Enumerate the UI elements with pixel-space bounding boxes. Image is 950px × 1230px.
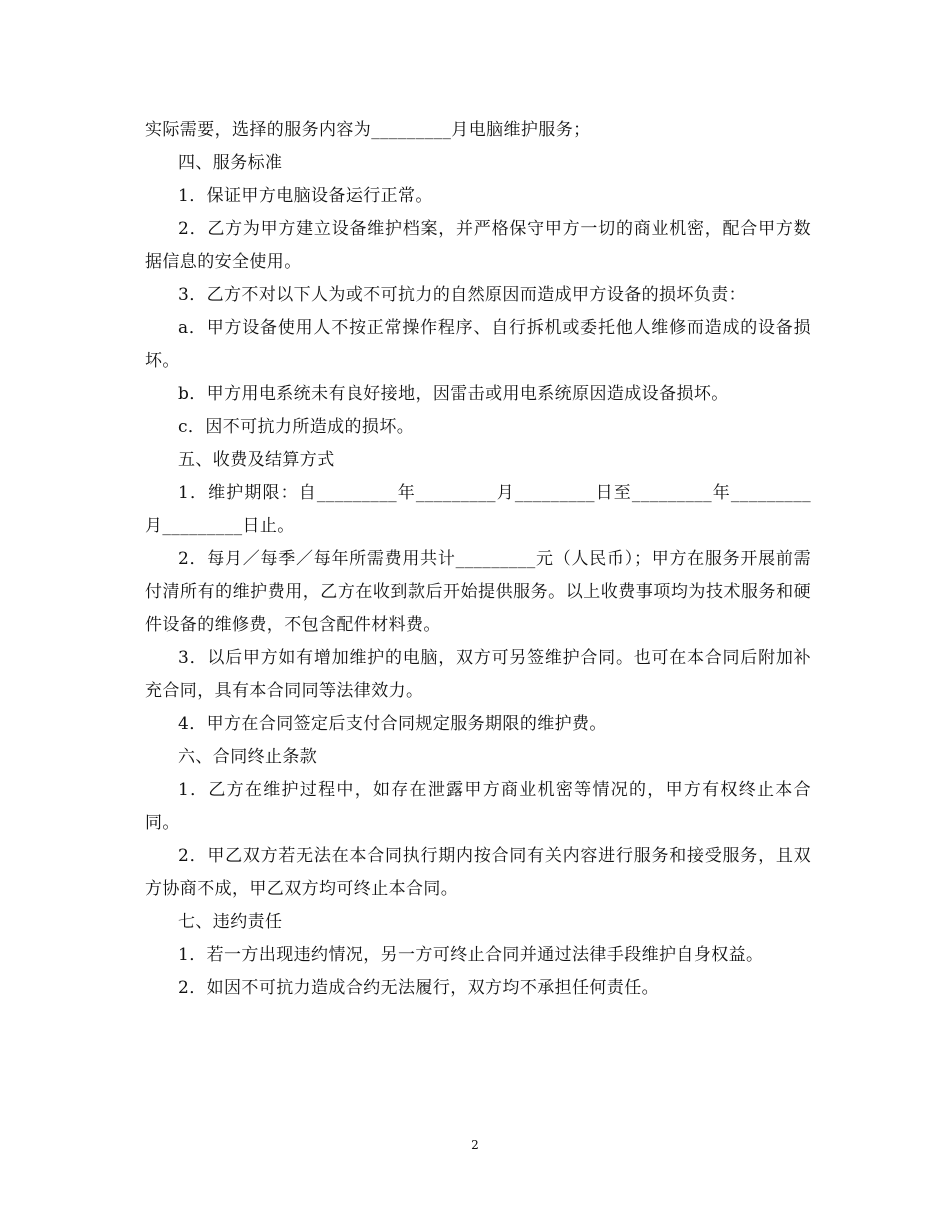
paragraph: 2．乙方为甲方建立设备维护档案，并严格保守甲方一切的商业机密，配合甲方数据信息的安全使用。 — [145, 219, 811, 272]
section-heading: 四、服务标准 — [178, 153, 283, 173]
section-heading: 六、合同终止条款 — [178, 747, 318, 767]
section-heading: 五、收费及结算方式 — [178, 450, 335, 470]
section-heading: 七、违约责任 — [178, 912, 283, 932]
paragraph: a．甲方设备使用人不按正常操作程序、自行拆机或委托他人维修而造成的设备损坏。 — [145, 318, 811, 371]
paragraph: 1．维护期限：自_________年_________月_________日至_________年_________月_________日止。 — [145, 483, 811, 536]
page-number: 2 — [471, 1138, 479, 1152]
paragraph: 2．甲乙双方若无法在本合同执行期内按合同有关内容进行服务和接受服务，且双方协商不成，甲乙双方均可终止本合同。 — [145, 846, 811, 899]
paragraph: b．甲方用电系统未有良好接地，因雷击或用电系统原因造成设备损坏。 — [178, 384, 729, 404]
document-body — [145, 114, 811, 1005]
paragraph: c．因不可抗力所造成的损坏。 — [178, 417, 415, 437]
paragraph: 2．如因不可抗力造成合约无法履行，双方均不承担任何责任。 — [178, 978, 660, 998]
paragraph: 4．甲方在合同签定后支付合同规定服务期限的维护费。 — [178, 714, 607, 734]
paragraph: 实际需要，选择的服务内容为_________月电脑维护服务； — [145, 120, 591, 140]
paragraph: 3．以后甲方如有增加维护的电脑，双方可另签维护合同。也可在本合同后附加补充合同，具有本合同同等法律效力。 — [145, 648, 811, 701]
paragraph: 2．每月／每季／每年所需费用共计_________元（人民币）；甲方在服务开展前需付清所有的维护费用，乙方在收到款后开始提供服务。以上收费事项均为技术服务和硬件设备的维修费，不包含配件材料费。 — [145, 549, 811, 635]
paragraph: 3．乙方不对以下人为或不可抗力的自然原因而造成甲方设备的损坏负责： — [178, 285, 747, 305]
paragraph: 1．若一方出现违约情况，另一方可终止合同并通过法律手段维护自身权益。 — [178, 945, 764, 965]
paragraph: 1．乙方在维护过程中，如存在泄露甲方商业机密等情况的，甲方有权终止本合同。 — [145, 780, 811, 833]
paragraph: 1．保证甲方电脑设备运行正常。 — [178, 186, 433, 206]
